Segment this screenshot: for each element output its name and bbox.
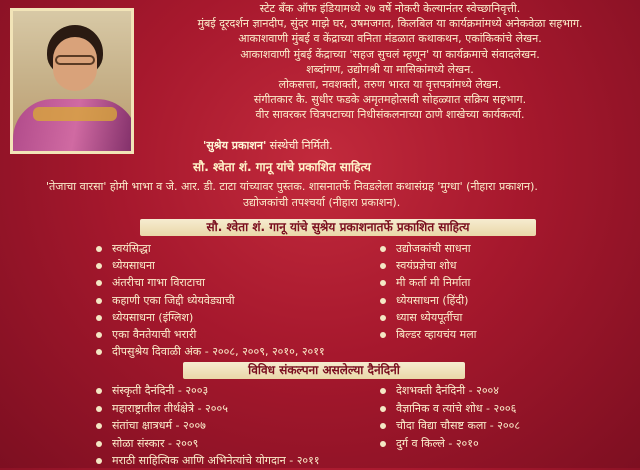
- list-item: ध्येयसाधना (हिंदी): [378, 292, 477, 309]
- list-item: संस्कृती दैनंदिनी - २००३: [94, 382, 320, 400]
- bio-line: वीर सावरकर चित्रपटाच्या निधीसंकलनाच्या ठाणे शाखेच्या कार्यकर्त्या.: [255, 108, 525, 122]
- photo-glasses: [55, 55, 95, 65]
- bio-line: आकाशवाणी मुंबई केंद्राच्या 'सहज सुचलं म्हणून' या कार्यक्रमाचे संवादलेखन.: [240, 47, 540, 61]
- diary-banner: [183, 362, 465, 379]
- bio-line: मुंबई दूरदर्शन ज्ञानदीप, सुंदर माझे घर, उषमजगत, किलबिल या कार्यक्रमांमध्ये अनेकवेळा सहभाग.: [197, 17, 583, 31]
- list-item: उद्योजकांची साधना: [378, 240, 477, 257]
- diary-list-right: [378, 382, 520, 452]
- list-item: मराठी साहित्यिक आणि अभिनेत्यांचे योगदान - २०११: [94, 452, 320, 470]
- list-item: स्वयंसिद्धा: [94, 240, 325, 257]
- sushreya-list-right: [378, 240, 477, 343]
- bio-section: [140, 0, 640, 123]
- list-item: दीपसुश्रेय दिवाळी अंक - २००८, २००९, २०१०, २०११: [94, 343, 325, 360]
- list-item: दुर्ग व किल्ले - २०१०: [378, 435, 520, 453]
- brand-name: 'सुश्रेय प्रकाशन': [203, 139, 267, 152]
- published-heading: सौ. श्वेता शं. गानू यांचे प्रकाशित साहित्य: [193, 160, 371, 174]
- list-item: ध्यास ध्येयपूर्तीचा: [378, 309, 477, 326]
- brand-line: [203, 138, 333, 153]
- bio-line: स्टेट बँक ऑफ इंडियामध्ये २७ वर्षे नोकरी केल्यानंतर स्वेच्छानिवृत्ती.: [259, 2, 521, 15]
- list-item: कहाणी एका जिद्दी ध्येयवेड्याची: [94, 292, 325, 309]
- sushreya-list-left: [94, 240, 325, 360]
- bio-line: लोकसत्ता, नवशक्ती, तरुण भारत या वृत्तपत्रांमध्ये लेखन.: [278, 78, 502, 92]
- list-item: चौदा विद्या चौसष्ट कला - २००८: [378, 417, 520, 435]
- author-photo: [10, 8, 134, 154]
- list-item: अंतरीचा गाभा विराटाचा: [94, 274, 325, 291]
- list-item: महाराष्ट्रातील तीर्थक्षेत्रे - २००५: [94, 400, 320, 418]
- list-item: वैज्ञानिक व त्यांचे शोध - २००६: [378, 400, 520, 418]
- list-item: स्वयंप्रज्ञेचा शोध: [378, 257, 477, 274]
- bio-line: आकाशवाणी मुंबई व केंद्राच्या वनिता मंडळात कथाकथन, एकांकिकांचे लेखन.: [238, 32, 542, 46]
- sushreya-banner: [140, 219, 536, 236]
- bio-line: शब्दांगण, उद्योगश्री या मासिकांमध्ये लेखन.: [306, 62, 474, 76]
- bio-line: संगीतकार कै. सुधीर फडके अमृतमहोत्सवी सोहळ्यात सक्रिय सहभाग.: [253, 93, 527, 107]
- brand-suffix: संस्थेची निर्मिती.: [266, 139, 333, 152]
- diary-list-left: [94, 382, 320, 470]
- list-item: मी कर्ता मी निर्माता: [378, 274, 477, 291]
- list-item: सोळा संस्कार - २००९: [94, 435, 320, 453]
- list-item: देशभक्ती दैनंदिनी - २००४: [378, 382, 520, 400]
- diary-heading: विविध संकल्पना असलेल्या दैनंदिनी: [248, 363, 400, 377]
- list-item: ध्येयसाधना (इंग्लिश): [94, 309, 325, 326]
- sushreya-heading: सौ. श्वेता शं. गानू यांचे सुश्रेय प्रकाशनातर्फे प्रकाशित साहित्य: [206, 220, 470, 234]
- list-item: एका वैनतेयाची भरारी: [94, 326, 325, 343]
- list-item: ध्येयसाधना: [94, 257, 325, 274]
- photo-sari-border: [33, 107, 117, 121]
- published-line: 'तेजाचा वारसा' होमी भाभा व जे. आर. डी. टाटा यांच्यावर पुस्तक. शासनातर्फे निवडलेला कथासंग्रह 'मुग्धा' (नीहारा प्रकाशन).: [46, 180, 538, 193]
- list-item: बिल्डर व्हायचंय मला: [378, 326, 477, 343]
- list-item: संतांचा क्षात्रधर्म - २००७: [94, 417, 320, 435]
- published-line: उद्योजकांची तपश्चर्या (नीहारा प्रकाशन).: [243, 196, 401, 209]
